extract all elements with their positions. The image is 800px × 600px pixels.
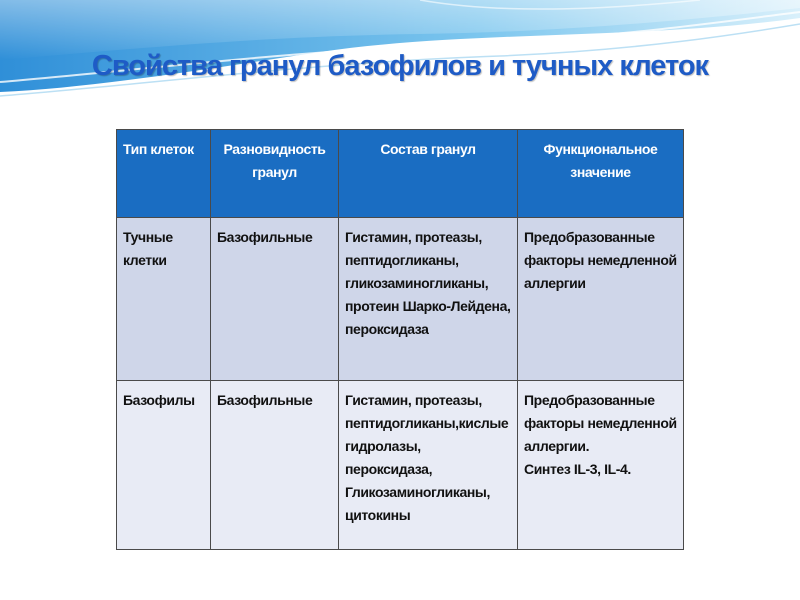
granule-composition: Гистамин, протеазы, пептидогликаны,кислые гидролазы, пероксидаза, Гликозаминогликаны, цитокины [339, 381, 518, 550]
granule-type: Базофильные [211, 381, 339, 550]
functional-value: Предобразованные факторы немедленной аллергии. Синтез IL-3, IL-4. [518, 381, 684, 550]
granule-composition: Гистамин, протеазы, пептидогликаны, гликозаминогликаны, протеин Шарко-Лейдена, пероксидаза [339, 218, 518, 381]
header-granule-type: Разновидность гранул [211, 130, 339, 218]
functional-value: Предобразованные факторы немедленной аллергии [518, 218, 684, 381]
table-row [117, 381, 684, 550]
header-composition: Состав гранул [339, 130, 518, 218]
table-row [117, 218, 684, 381]
cell-type: Базофилы [117, 381, 211, 550]
header-cell-type: Тип клеток [117, 130, 211, 218]
granule-properties-table [116, 129, 684, 550]
table-header-row [117, 130, 684, 218]
slide-title: Свойства гранул базофилов и тучных клеток [91, 50, 709, 82]
granule-type: Базофильные [211, 218, 339, 381]
cell-type: Тучные клетки [117, 218, 211, 381]
header-function: Функциональное значение [518, 130, 684, 218]
